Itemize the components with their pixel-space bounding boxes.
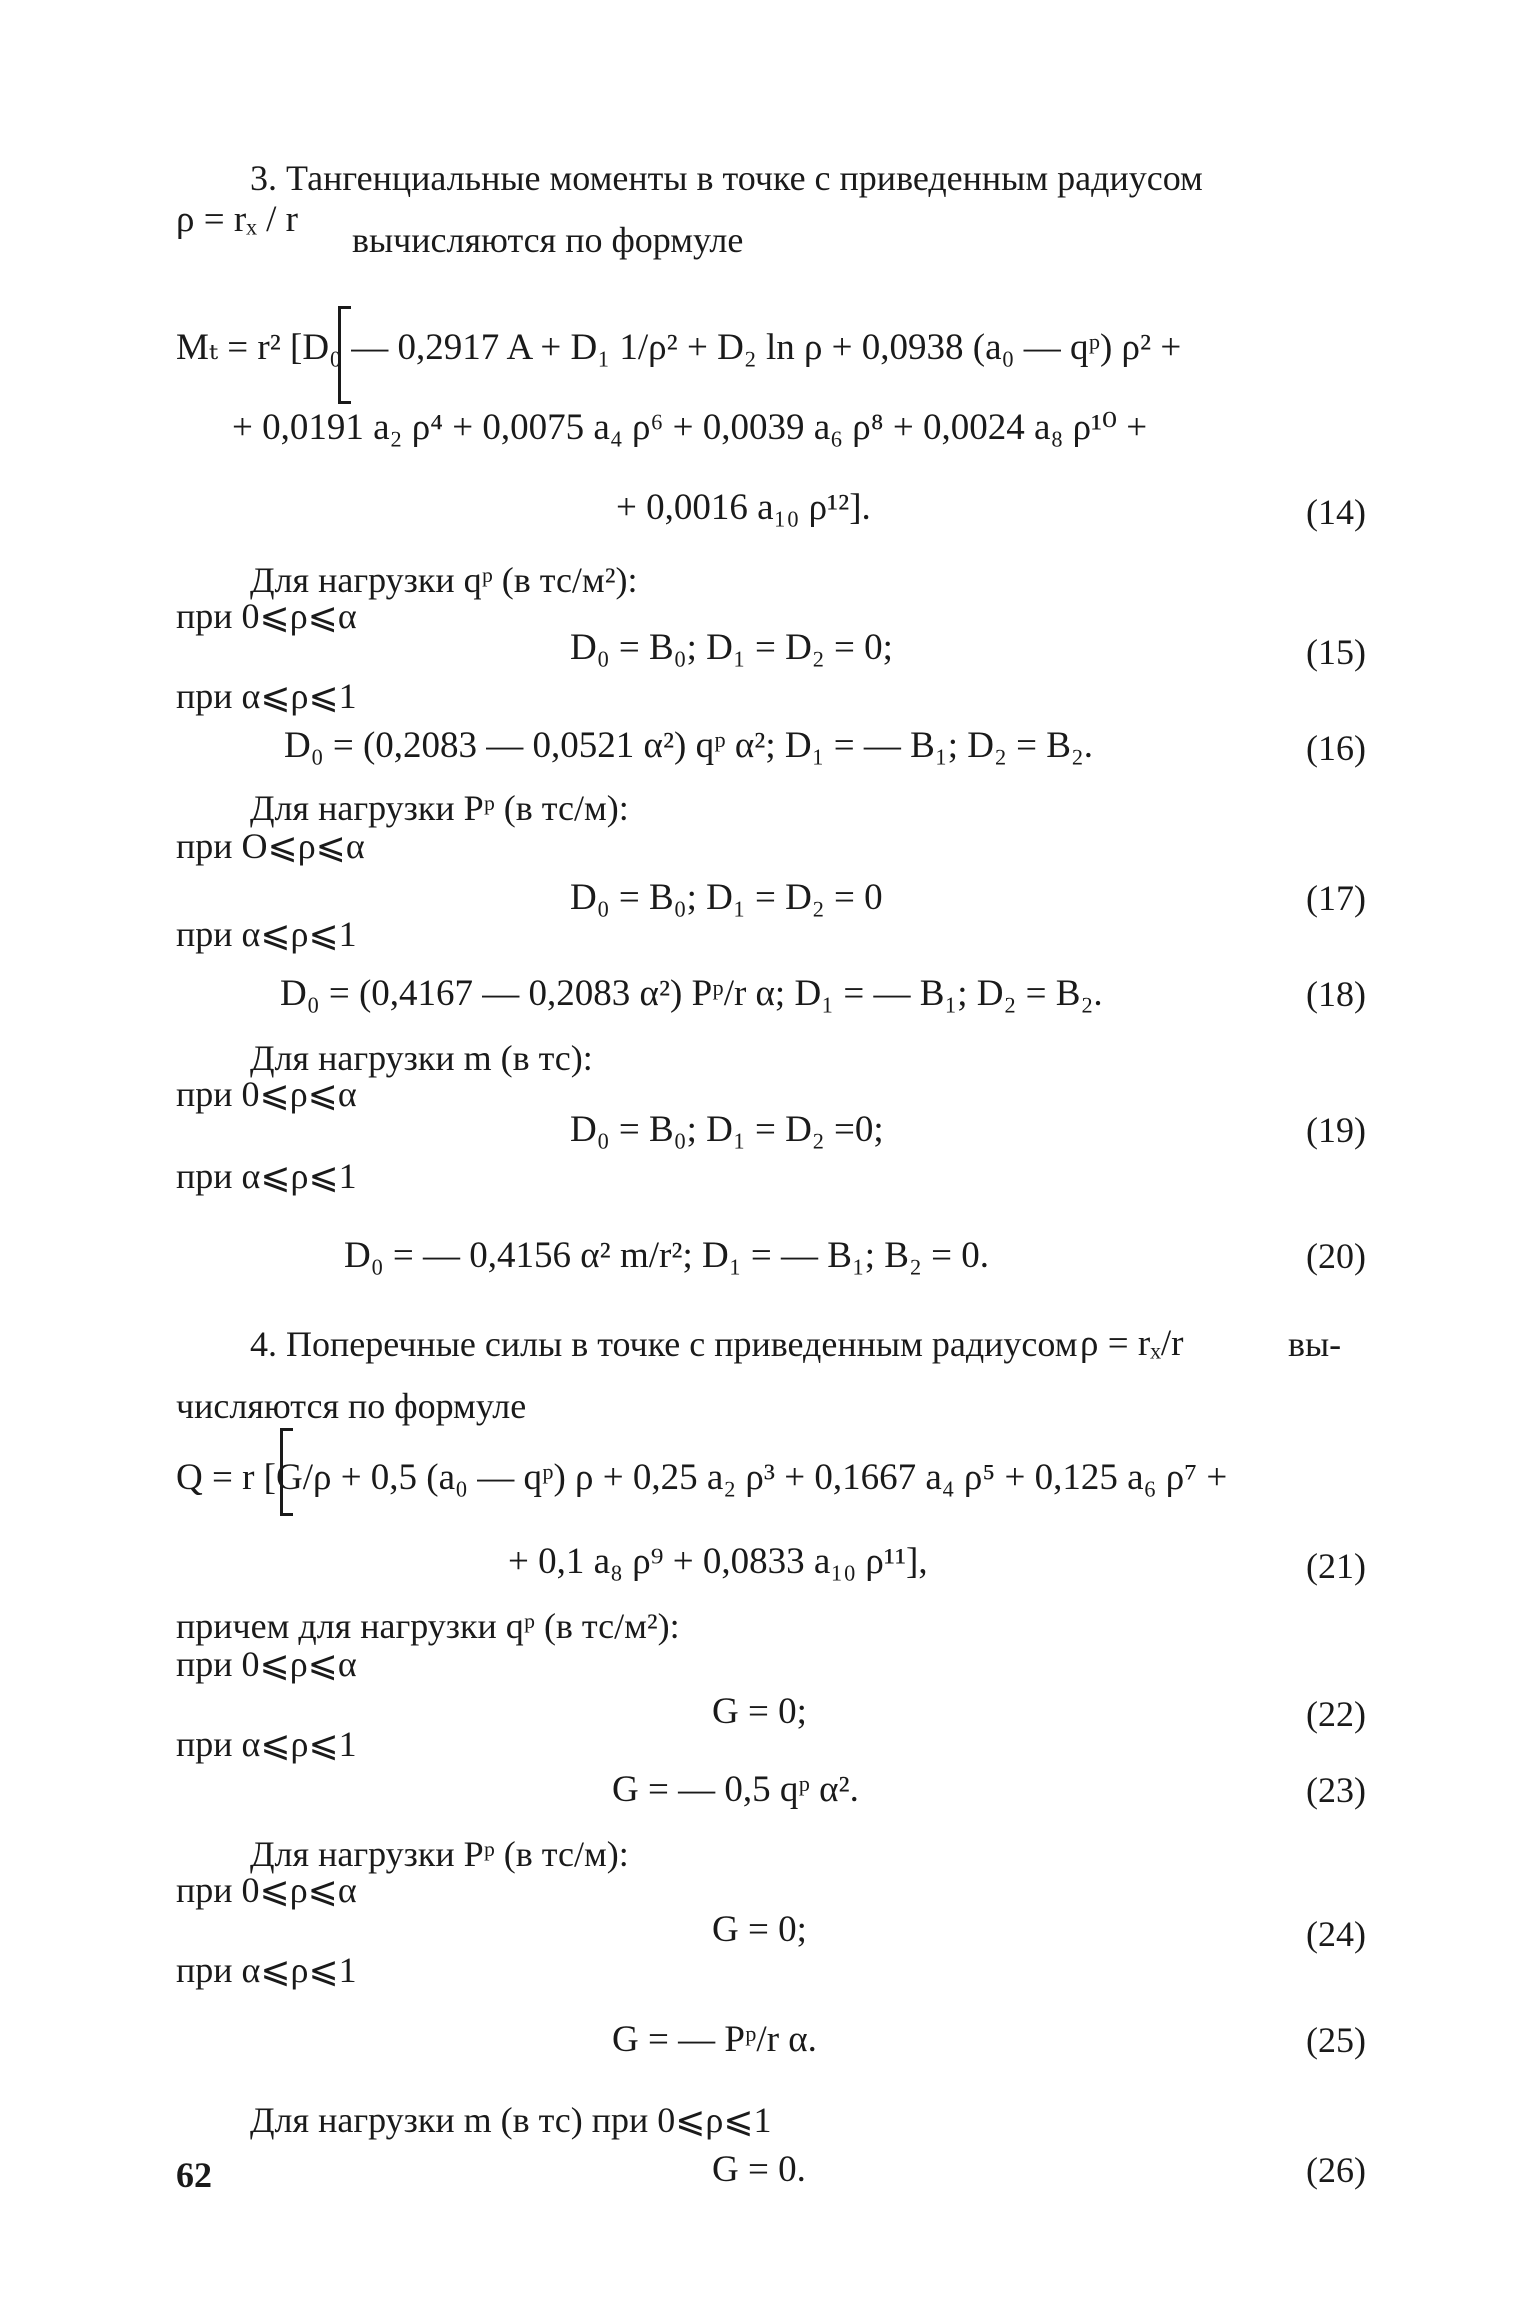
range-0-alpha: при 0⩽ρ⩽α bbox=[176, 596, 357, 636]
section-3-heading: 3. Тангенциальные моменты в точке с приведенным радиусом bbox=[250, 158, 1203, 198]
eq-number-14: (14) bbox=[1306, 492, 1366, 532]
load-m-heading-2: Для нагрузки m (в тс) при 0⩽ρ⩽1 bbox=[250, 2100, 772, 2140]
load-m-heading: Для нагрузки m (в тс): bbox=[250, 1038, 593, 1078]
page-number: 62 bbox=[176, 2155, 212, 2195]
section-4-heading: 4. Поперечные силы в точке с приведенным радиусом bbox=[250, 1324, 1078, 1364]
formula-14-line1: Mₜ = r² [D₀ — 0,2917 A + D₁ 1/ρ² + D₂ ln ρ + 0,0938 (a₀ — qᵖ) ρ² + bbox=[176, 327, 1182, 368]
eq-number-15: (15) bbox=[1306, 632, 1366, 672]
range-alpha-1-3: при α⩽ρ⩽1 bbox=[176, 1156, 357, 1196]
eq-number-25: (25) bbox=[1306, 2020, 1366, 2060]
eq-number-19: (19) bbox=[1306, 1110, 1366, 1150]
eq-number-18: (18) bbox=[1306, 974, 1366, 1014]
formula-15: D₀ = B₀; D₁ = D₂ = 0; bbox=[570, 627, 893, 668]
eq-number-26: (26) bbox=[1306, 2150, 1366, 2190]
load-Pp-heading-2: Для нагрузки Pᵖ (в тс/м): bbox=[250, 1834, 629, 1874]
formula-23: G = — 0,5 qᵖ α². bbox=[612, 1769, 859, 1810]
eq-number-22: (22) bbox=[1306, 1694, 1366, 1734]
eq-number-21: (21) bbox=[1306, 1546, 1366, 1586]
rho-definition: ρ = rₓ / r bbox=[176, 199, 298, 240]
formula-26: G = 0. bbox=[712, 2149, 806, 2190]
hyphen-part: вы- bbox=[1288, 1324, 1342, 1364]
formula-14-line3: + 0,0016 a₁₀ ρ¹²]. bbox=[616, 487, 871, 528]
formula-21-line1: Q = r [G/ρ + 0,5 (a₀ — qᵖ) ρ + 0,25 a₂ ρ³ + 0,1667 a₄ ρ⁵ + 0,125 a₆ ρ⁷ + bbox=[176, 1457, 1228, 1498]
rho-definition-2: ρ = rₓ/r bbox=[1080, 1323, 1184, 1364]
range-alpha-1-2: при α⩽ρ⩽1 bbox=[176, 914, 357, 954]
formula-14-line2: + 0,0191 a₂ ρ⁴ + 0,0075 a₄ ρ⁶ + 0,0039 a₆ ρ⁸ + 0,0024 a₈ ρ¹⁰ + bbox=[232, 407, 1148, 448]
formula-24: G = 0; bbox=[712, 1909, 807, 1950]
formula-20: D₀ = — 0,4156 α² m/r²; D₁ = — B₁; B₂ = 0. bbox=[344, 1235, 990, 1276]
formula-25: G = — Pᵖ/r α. bbox=[612, 2019, 817, 2060]
formula-21-line2: + 0,1 a₈ ρ⁹ + 0,0833 a₁₀ ρ¹¹], bbox=[508, 1541, 928, 1582]
range-0-alpha-3: при 0⩽ρ⩽α bbox=[176, 1074, 357, 1114]
range-alpha-1-5: при α⩽ρ⩽1 bbox=[176, 1950, 357, 1990]
range-alpha-1-4: при α⩽ρ⩽1 bbox=[176, 1724, 357, 1764]
formula-19: D₀ = B₀; D₁ = D₂ =0; bbox=[570, 1109, 884, 1150]
load-Pp-heading: Для нагрузки Pᵖ (в тс/м): bbox=[250, 788, 629, 828]
eq-number-23: (23) bbox=[1306, 1770, 1366, 1810]
formula-22: G = 0; bbox=[712, 1691, 807, 1732]
eq-number-16: (16) bbox=[1306, 728, 1366, 768]
load-qp-heading: Для нагрузки qᵖ (в тс/м²): bbox=[250, 560, 638, 600]
range-0-alpha-5: при 0⩽ρ⩽α bbox=[176, 1870, 357, 1910]
computed-by-formula-2: числяются по формуле bbox=[176, 1386, 527, 1426]
range-0-alpha-4: при 0⩽ρ⩽α bbox=[176, 1644, 357, 1684]
eq-number-17: (17) bbox=[1306, 878, 1366, 918]
range-alpha-1: при α⩽ρ⩽1 bbox=[176, 676, 357, 716]
formula-17: D₀ = B₀; D₁ = D₂ = 0 bbox=[570, 877, 883, 918]
formula-18: D₀ = (0,4167 — 0,2083 α²) Pᵖ/r α; D₁ = — B₁; D₂ = B₂. bbox=[280, 973, 1103, 1014]
eq-number-20: (20) bbox=[1306, 1236, 1366, 1276]
formula-16: D₀ = (0,2083 — 0,0521 α²) qᵖ α²; D₁ = — B₁; D₂ = B₂. bbox=[284, 725, 1094, 766]
eq-number-24: (24) bbox=[1306, 1914, 1366, 1954]
load-qp-heading-2: причем для нагрузки qᵖ (в тс/м²): bbox=[176, 1606, 680, 1646]
computed-by-formula: вычисляются по формуле bbox=[352, 220, 744, 260]
range-0-alpha-2: при O⩽ρ⩽α bbox=[176, 826, 365, 866]
